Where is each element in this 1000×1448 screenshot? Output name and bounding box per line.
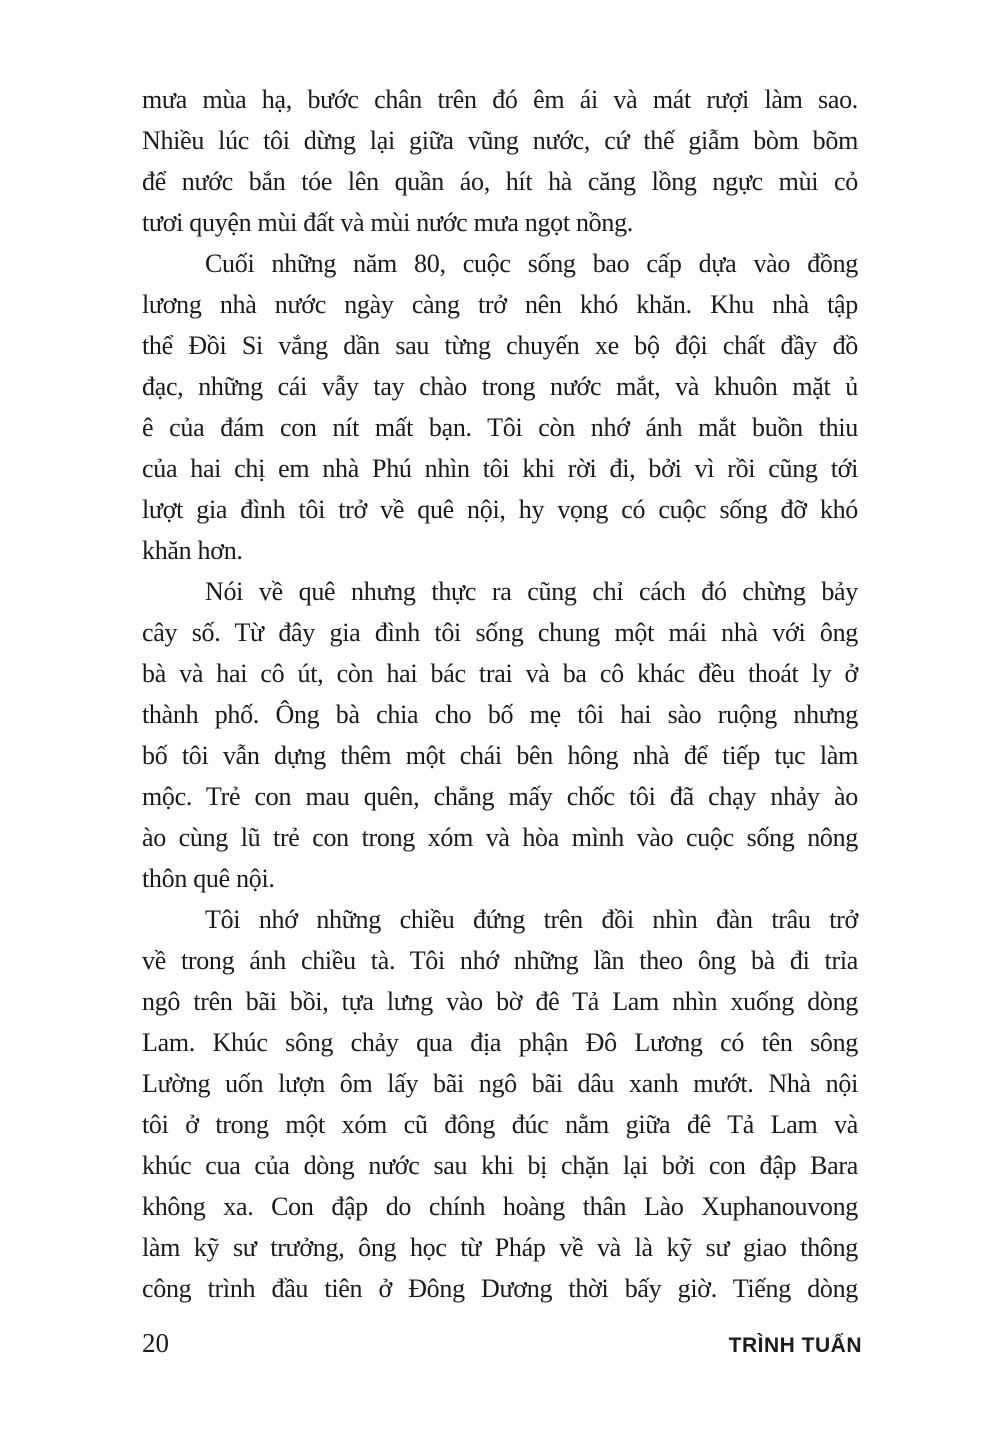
text-line: mộc. Trẻ con mau quên, chẳng mấy chốc tôi đã chạy nhảy ào bbox=[142, 782, 858, 811]
text-line: ngô trên bãi bồi, tựa lưng vào bờ đê Tả Lam nhìn xuống dòng bbox=[142, 987, 858, 1016]
paragraph bbox=[142, 243, 858, 571]
text-line: tôi ở trong một xóm cũ đông đúc nằm giữa đê Tả Lam và bbox=[142, 1110, 858, 1139]
text-line: bố tôi vẫn dựng thêm một chái bên hông nhà để tiếp tục làm bbox=[142, 741, 858, 770]
body-text bbox=[142, 79, 858, 1309]
text-line: lương nhà nước ngày càng trở nên khó khăn. Khu nhà tập bbox=[142, 290, 858, 319]
text-line: để nước bắn tóe lên quần áo, hít hà căng lồng ngực mùi cỏ bbox=[142, 167, 858, 196]
text-line: Cuối những năm 80, cuộc sống bao cấp dựa vào đồng bbox=[205, 249, 858, 278]
text-line: bà và hai cô út, còn hai bác trai và ba cô khác đều thoát ly ở bbox=[142, 659, 858, 688]
text-line: thôn quê nội. bbox=[142, 864, 275, 893]
text-line: khăn hơn. bbox=[142, 536, 243, 565]
text-line: ê của đám con nít mất bạn. Tôi còn nhớ ánh mắt buồn thiu bbox=[142, 413, 858, 442]
text-line: đạc, những cái vẫy tay chào trong nước mắt, và khuôn mặt ủ bbox=[142, 372, 858, 401]
text-line: làm kỹ sư trưởng, ông học từ Pháp về và là kỹ sư giao thông bbox=[142, 1233, 858, 1262]
text-line: Lam. Khúc sông chảy qua địa phận Đô Lương có tên sông bbox=[142, 1028, 858, 1057]
text-line: Nói về quê nhưng thực ra cũng chỉ cách đó chừng bảy bbox=[205, 577, 858, 606]
text-line: lượt gia đình tôi trở về quê nội, hy vọng có cuộc sống đỡ khó bbox=[142, 495, 858, 524]
page-footer bbox=[142, 1328, 862, 1362]
text-line: công trình đầu tiên ở Đông Dương thời bấy giờ. Tiếng dòng bbox=[142, 1274, 858, 1303]
text-line: thể Đồi Si vắng dần sau từng chuyến xe bộ đội chất đầy đồ bbox=[142, 331, 858, 360]
text-line: Lường uốn lượn ôm lấy bãi ngô bãi dâu xanh mướt. Nhà nội bbox=[142, 1069, 858, 1098]
page-number: 20 bbox=[142, 1328, 169, 1358]
text-line: Nhiều lúc tôi dừng lại giữa vũng nước, cứ thế giẫm bòm bõm bbox=[142, 126, 858, 155]
text-line: mưa mùa hạ, bước chân trên đó êm ái và mát rượi làm sao. bbox=[142, 85, 858, 114]
author-running-footer: TRÌNH TUẤN bbox=[728, 1334, 862, 1357]
text-line: tươi quyện mùi đất và mùi nước mưa ngọt nồng. bbox=[142, 208, 633, 237]
text-line: không xa. Con đập do chính hoàng thân Lào Xuphanouvong bbox=[142, 1192, 858, 1221]
text-line: Tôi nhớ những chiều đứng trên đồi nhìn đàn trâu trở bbox=[205, 905, 858, 934]
text-line: ào cùng lũ trẻ con trong xóm và hòa mình vào cuộc sống nông bbox=[142, 823, 858, 852]
text-line: cây số. Từ đây gia đình tôi sống chung một mái nhà với ông bbox=[142, 618, 858, 647]
paragraph bbox=[142, 899, 858, 1309]
paragraph bbox=[142, 571, 858, 899]
paragraph bbox=[142, 79, 858, 243]
text-line: khúc cua của dòng nước sau khi bị chặn lại bởi con đập Bara bbox=[142, 1151, 858, 1180]
text-line: thành phố. Ông bà chia cho bố mẹ tôi hai sào ruộng nhưng bbox=[142, 700, 858, 729]
text-line: về trong ánh chiều tà. Tôi nhớ những lần theo ông bà đi trỉa bbox=[142, 946, 858, 975]
text-line: của hai chị em nhà Phú nhìn tôi khi rời đi, bởi vì rồi cũng tới bbox=[142, 454, 858, 483]
